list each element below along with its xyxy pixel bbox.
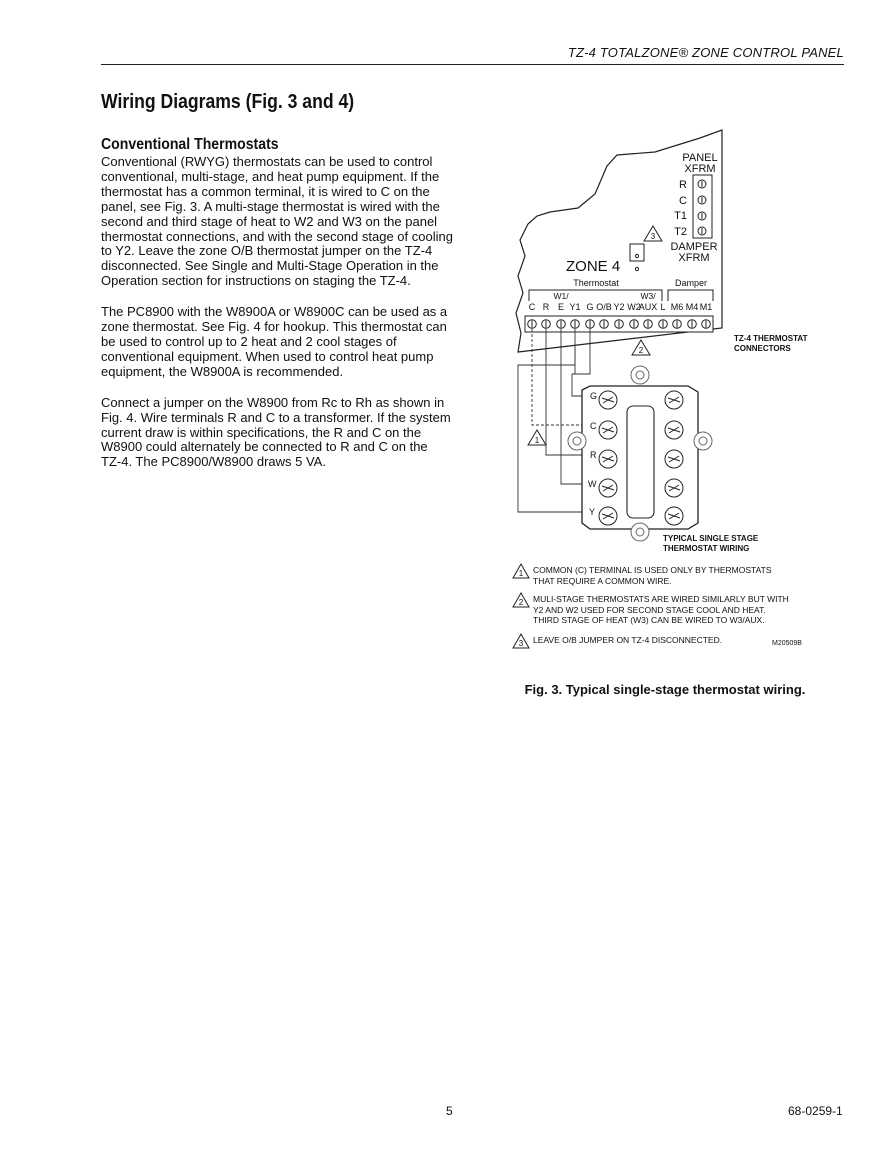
terminal-label: G [586, 302, 594, 312]
svg-text:2: 2 [518, 598, 524, 607]
terminal-label: E [557, 302, 565, 312]
terminal-label: W2 [627, 302, 641, 312]
mounting-hole-icon [568, 432, 586, 450]
wiring-label-1: TYPICAL SINGLE STAGE [663, 534, 759, 543]
note-3-text: LEAVE O/B JUMPER ON TZ-4 DISCONNECTED. [533, 635, 723, 645]
body-text-column [101, 155, 463, 486]
thermostat-subbase [568, 366, 712, 541]
page-title: Wiring Diagrams (Fig. 3 and 4) [101, 91, 355, 113]
terminal-label: M4 [685, 302, 699, 312]
section-heading: Conventional Thermostats [101, 136, 279, 153]
connectors-label-2: CONNECTORS [734, 344, 791, 353]
wiring-diagram [510, 128, 840, 558]
subbase-terminal-label: G [590, 391, 598, 401]
note-2-text: MULI-STAGE THERMOSTATS ARE WIRED SIMILARLY BUT WITH Y2 AND W2 USED FOR SECOND STAGE COOL AND HEAT. THIRD STAGE OF HEAT (W3) CAN BE WIRED TO W3/AUX. [533, 594, 789, 625]
panel-terminal-label-t1: T1 [674, 210, 687, 222]
marker-3-label: 3 [650, 232, 656, 241]
mounting-hole-icon [631, 366, 649, 384]
document-number: 68-0259-1 [788, 1104, 843, 1118]
mounting-hole-icon [694, 432, 712, 450]
terminal-label: C [528, 302, 536, 312]
terminal-label: M6 [670, 302, 684, 312]
panel-xfrm-label-2: XFRM [684, 163, 716, 175]
connectors-label-1: TZ-4 THERMOSTAT [734, 334, 808, 343]
terminal-label: R [542, 302, 550, 312]
subbase-terminal-label: W [588, 479, 597, 489]
body-paragraph-1: Conventional (RWYG) thermostats can be used to control conventional, multi-stage, and heat pump equipment. If the thermostat has a common terminal, it is wired to C on the panel, see Fig. 3. A multi-stage thermostat is wired with the second and third stage of heat to W2 and W3 on the panel thermostat connections, and with the second stage of cooling to Y2. Leave the zone O/B thermostat jumper on the TZ-4 disconnected. See Single and Multi-Stage Operation in the Operation section for instructions on staging the TZ-4. [101, 154, 453, 289]
subbase-terminal-label: R [590, 450, 597, 460]
svg-text:3: 3 [518, 639, 524, 648]
body-paragraph-3: Connect a jumper on the W8900 from Rc to Rh as shown in Fig. 4. Wire terminals R and C to a transformer. If the system current draw is within specifications, the R and C on the W8900 could alternately be connected to R and C on the TZ-4. The PC8900/W8900 draws 5 VA. [101, 394, 451, 470]
terminal-label: L [660, 302, 666, 312]
w3-label: W3/ [640, 291, 656, 301]
panel-terminal-label-r: R [679, 179, 687, 191]
marker-1-label: 1 [534, 436, 540, 445]
running-header-title: TZ-4 TOTALZONE® ZONE CONTROL PANEL [567, 45, 844, 60]
header-rule [101, 64, 844, 65]
zone-label: ZONE 4 [566, 258, 621, 275]
note-3-warning-icon [512, 633, 530, 649]
panel-terminal-label-t2: T2 [674, 226, 687, 238]
wiring-lines [518, 329, 590, 512]
damper-xfrm-label-2: XFRM [678, 252, 710, 264]
damper-xfrm-label-1: DAMPER [670, 241, 718, 253]
w1-label: W1/ [553, 291, 569, 301]
svg-text:1: 1 [518, 569, 524, 578]
damper-group-label: Damper [674, 278, 708, 288]
thermostat-group-label: Thermostat [573, 278, 619, 288]
terminal-label: Y1 [569, 302, 581, 312]
note-1-warning-icon [512, 563, 530, 579]
page-number: 5 [446, 1104, 453, 1118]
terminal-label: Y2 [613, 302, 625, 312]
mounting-hole-icon [631, 523, 649, 541]
ob-jumper [630, 244, 644, 261]
panel-xfrm-label-1: PANEL [682, 152, 718, 164]
wiring-figure [510, 128, 840, 658]
figure-caption: Fig. 3. Typical single-stage thermostat wiring. [524, 682, 806, 697]
terminal-label: M1 [699, 302, 713, 312]
terminal-label: O/B [596, 302, 612, 312]
wiring-label-2: THERMOSTAT WIRING [663, 544, 750, 553]
panel-terminal-label-c: C [679, 195, 687, 207]
marker-2-label: 2 [638, 346, 644, 355]
subbase-terminal-label: C [590, 421, 597, 431]
note-1-text: COMMON (C) TERMINAL IS USED ONLY BY THERMOSTATS THAT REQUIRE A COMMON WIRE. [533, 565, 772, 586]
subbase-terminal-label: Y [589, 507, 596, 517]
terminal-label: AUX [638, 302, 658, 312]
note-2-warning-icon [512, 592, 530, 608]
body-paragraph-2: The PC8900 with the W8900A or W8900C can be used as a zone thermostat. See Fig. 4 for hookup. This thermostat can be used to control up to 2 heat and 2 cool stages of conventional equipment. When used to control heat pump equipment, the W8900A is recommended. [101, 304, 448, 379]
figure-code: M20509B [772, 640, 802, 647]
